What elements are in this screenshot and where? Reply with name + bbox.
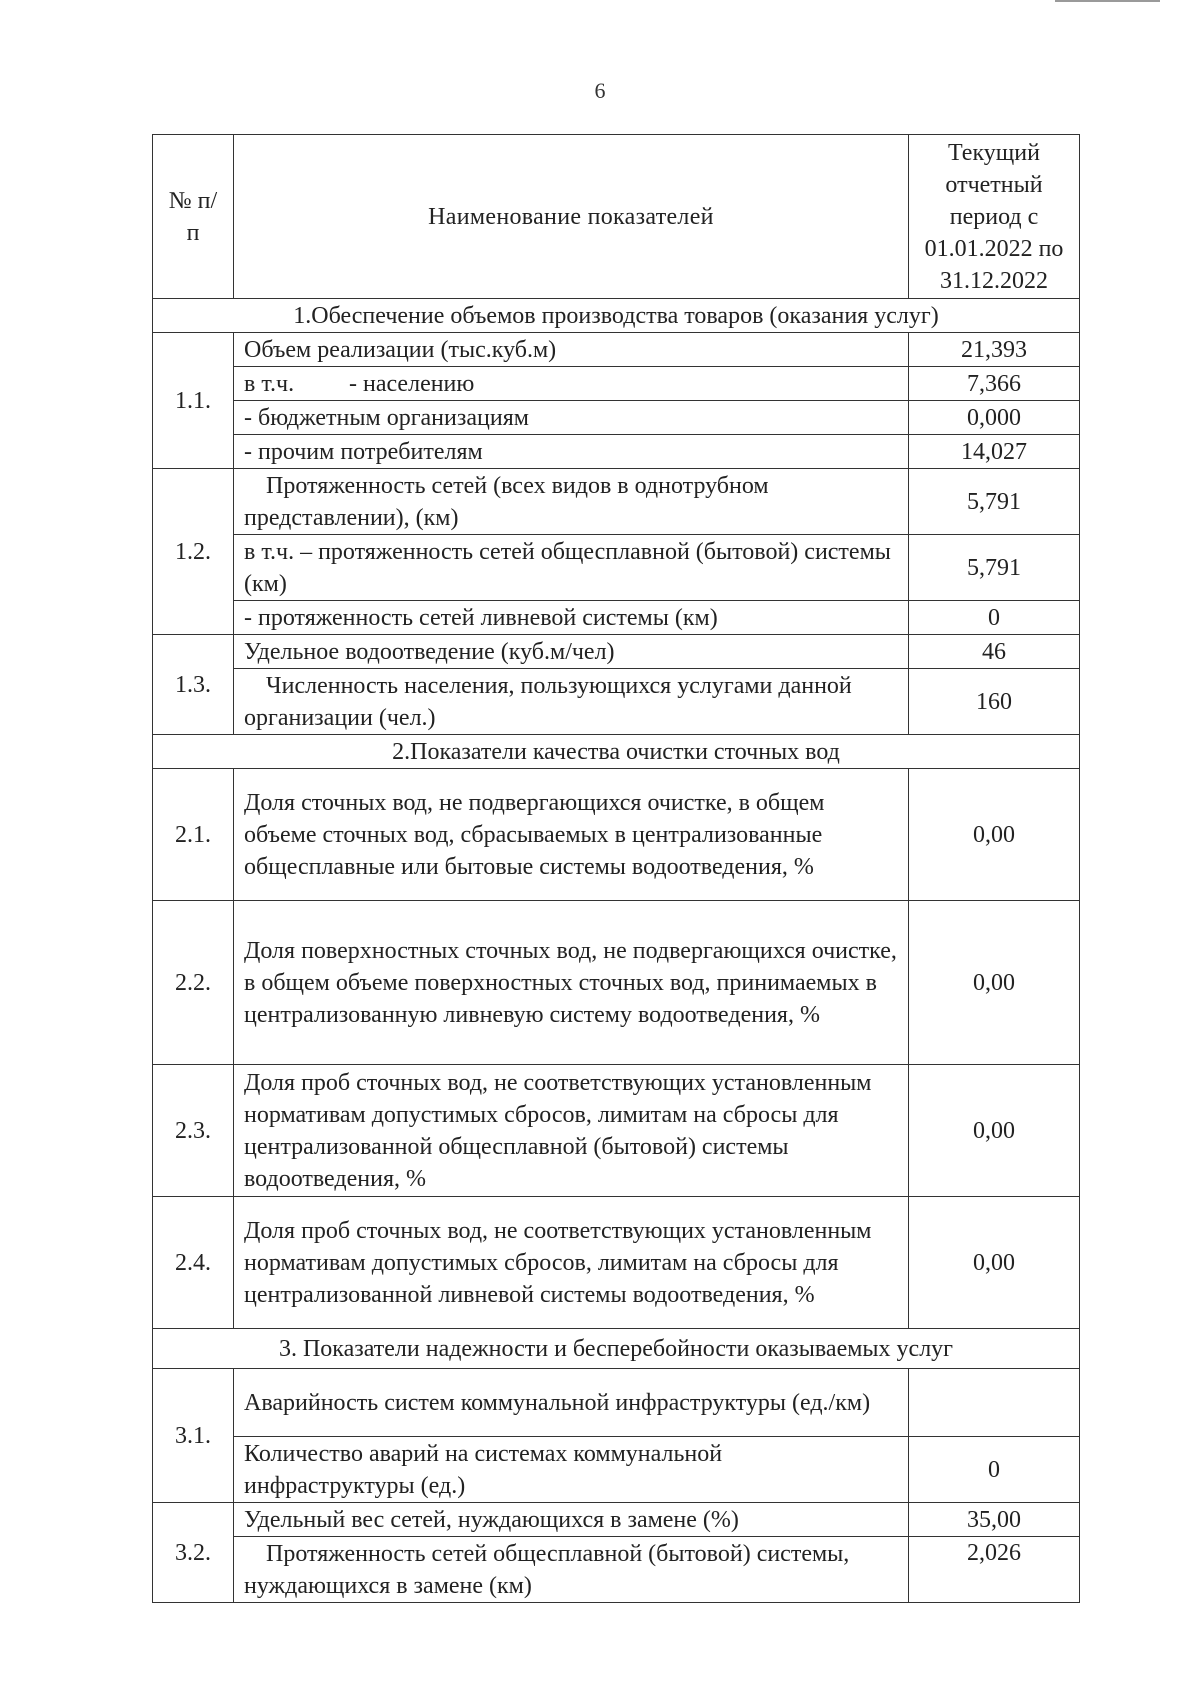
row-name: Доля поверхностных сточных вод, не подвергающихся очистке, в общем объеме поверхностных сточных вод, принимаемых в централизованную ливневую систему водоотведения, % (234, 901, 909, 1065)
row-name: Численность населения, пользующихся услугами данной организации (чел.) (234, 669, 909, 735)
indicators-table (152, 134, 1080, 1603)
section-title-1: 1.Обеспечение объемов производства товаров (оказания услуг) (153, 299, 1080, 333)
row-name: - прочим потребителям (234, 435, 909, 469)
table-row (153, 401, 1080, 435)
page-number: 6 (594, 78, 606, 103)
row-name: Количество аварий на системах коммунальной инфраструктуры (ед.) (234, 1437, 909, 1503)
row-name: Доля проб сточных вод, не соответствующих установленным нормативам допустимых сбросов, лимитам на сбросы для централизованной общесплавной (бытовой) системы водоотведения, % (234, 1065, 909, 1197)
row-num: 2.4. (153, 1197, 234, 1329)
top-edge-line (1055, 0, 1160, 2)
row-value: 0 (909, 601, 1080, 635)
row-value: 21,393 (909, 333, 1080, 367)
row-name: Протяженность сетей общесплавной (бытовой) системы, нуждающихся в замене (км) (234, 1537, 909, 1603)
header-name: Наименование показателей (234, 135, 909, 299)
table-row (153, 635, 1080, 669)
row-value: 14,027 (909, 435, 1080, 469)
section-title-3: 3. Показатели надежности и бесперебойности оказываемых услуг (153, 1329, 1080, 1369)
row-name-text: - населению (349, 370, 475, 397)
row-prefix: в т.ч. (244, 370, 295, 397)
row-name: Объем реализации (тыс.куб.м) (234, 333, 909, 367)
table-row (153, 469, 1080, 535)
row-name: Доля сточных вод, не подвергающихся очистке, в общем объеме сточных вод, сбрасываемых в централизованные общесплавные или бытовые системы водоотведения, % (234, 769, 909, 901)
row-num: 3.1. (153, 1369, 234, 1503)
table-row (153, 367, 1080, 401)
row-value: 5,791 (909, 535, 1080, 601)
row-name: Протяженность сетей (всех видов в однотрубном представлении), (км) (234, 469, 909, 535)
row-name: в т.ч. – протяженность сетей общесплавной (бытовой) системы (км) (234, 535, 909, 601)
row-name: Доля проб сточных вод, не соответствующих установленным нормативам допустимых сбросов, лимитам на сбросы для централизованной ливневой системы водоотведения, % (234, 1197, 909, 1329)
table-header-row (153, 135, 1080, 299)
row-num: 2.1. (153, 769, 234, 901)
section-row (153, 735, 1080, 769)
row-value (909, 1369, 1080, 1437)
row-value: 0,00 (909, 769, 1080, 901)
row-name: Удельный вес сетей, нуждающихся в замене (%) (234, 1503, 909, 1537)
row-name: - протяженность сетей ливневой системы (км) (234, 601, 909, 635)
row-value: 5,791 (909, 469, 1080, 535)
section-row (153, 299, 1080, 333)
row-value: 0 (909, 1437, 1080, 1503)
row-num: 3.2. (153, 1503, 234, 1603)
header-num: № п/п (153, 135, 234, 299)
table-row (153, 1369, 1080, 1437)
row-value: 2,026 (909, 1537, 1080, 1603)
row-value: 46 (909, 635, 1080, 669)
table-row (153, 1197, 1080, 1329)
section-row (153, 1329, 1080, 1369)
table-row (153, 1065, 1080, 1197)
table-row (153, 1437, 1080, 1503)
row-num: 1.3. (153, 635, 234, 735)
table-row (153, 669, 1080, 735)
row-num: 2.2. (153, 901, 234, 1065)
row-value: 0,000 (909, 401, 1080, 435)
row-name: - бюджетным организациям (234, 401, 909, 435)
row-value: 35,00 (909, 1503, 1080, 1537)
table-row (153, 1503, 1080, 1537)
table-row (153, 769, 1080, 901)
row-name: Удельное водоотведение (куб.м/чел) (234, 635, 909, 669)
table-row (153, 435, 1080, 469)
table-row (153, 901, 1080, 1065)
row-num: 2.3. (153, 1065, 234, 1197)
row-value: 0,00 (909, 901, 1080, 1065)
row-name (234, 367, 909, 401)
section-title-2: 2.Показатели качества очистки сточных вод (153, 735, 1080, 769)
table-row (153, 333, 1080, 367)
header-period: Текущий отчетный период с 01.01.2022 по 31.12.2022 (909, 135, 1080, 299)
table-row (153, 1537, 1080, 1603)
row-num: 1.1. (153, 333, 234, 469)
table-row (153, 535, 1080, 601)
row-value: 160 (909, 669, 1080, 735)
table-row (153, 601, 1080, 635)
row-num: 1.2. (153, 469, 234, 635)
row-value: 0,00 (909, 1065, 1080, 1197)
row-value: 0,00 (909, 1197, 1080, 1329)
row-value: 7,366 (909, 367, 1080, 401)
row-name: Аварийность систем коммунальной инфраструктуры (ед./км) (234, 1369, 909, 1437)
